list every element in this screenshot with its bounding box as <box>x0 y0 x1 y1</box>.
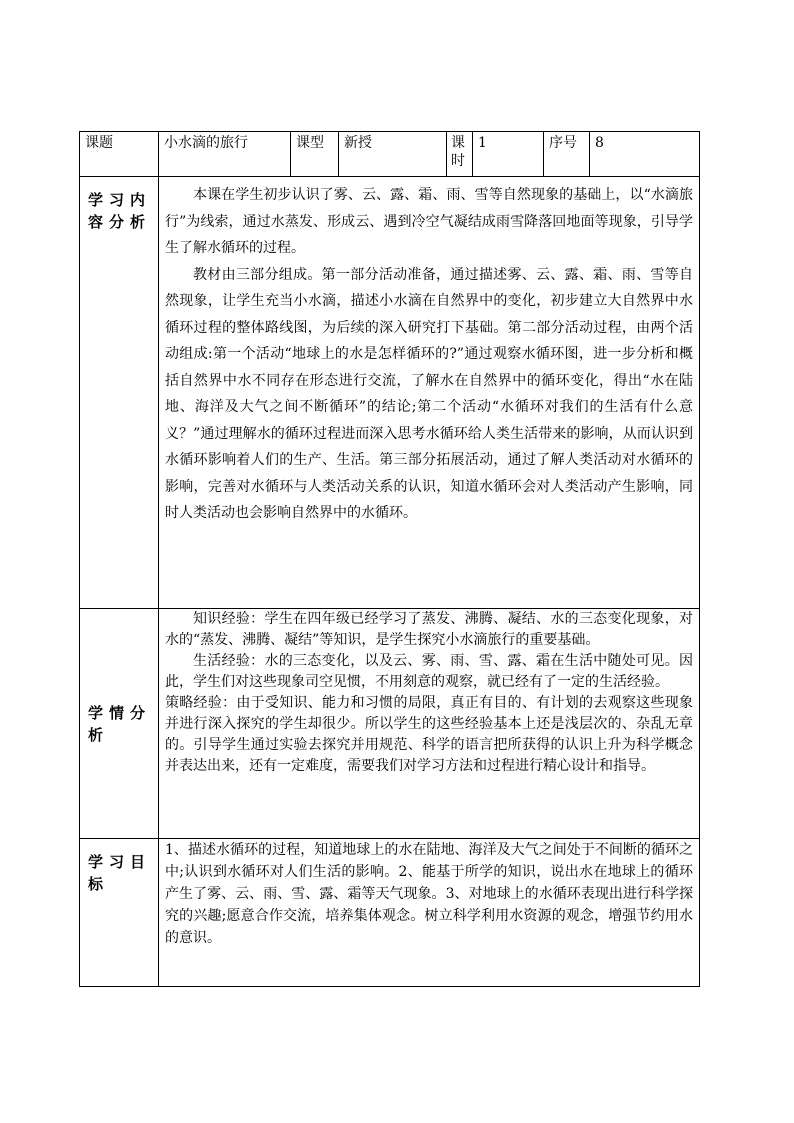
content-analysis-label: 学习内容分析 <box>80 177 159 609</box>
header-row <box>80 132 700 177</box>
type-label: 课型 <box>291 132 339 177</box>
objectives-row <box>80 839 700 987</box>
student-analysis-label: 学情分析 <box>80 609 159 839</box>
objectives-label: 学习目标 <box>80 839 159 987</box>
student-analysis-paragraph: 生活经验：水的三态变化，以及云、雾、雨、雪、露、霜在生活中随处可见。因此，学生们对这些现象司空见惯，不用刻意的观察，就已经有了一定的生活经验。 <box>165 653 693 690</box>
period-label: 课时 <box>447 132 473 177</box>
period-value: 1 <box>473 132 544 177</box>
content-analysis-row <box>80 177 700 609</box>
lesson-plan-table <box>79 131 700 987</box>
seq-value: 8 <box>590 132 700 177</box>
topic-label: 课题 <box>80 132 159 177</box>
objectives-paragraph: 1、描述水循环的过程，知道地球上的水在陆地、海洋及大气之间处于不间断的循环之中;认识到水循环对人们生活的影响。2、能基于所学的知识，说出水在地球上的循环产生了雾、云、雨、雪、露、霜等天气现象。3、对地球上的水循环表现出进行科学探究的兴趣;愿意合作交流，培养集体观念。树立科学利用水资源的观念，增强节约用水的意识。 <box>165 842 693 946</box>
student-analysis-row <box>80 609 700 839</box>
seq-label: 序号 <box>544 132 590 177</box>
type-value: 新授 <box>339 132 447 177</box>
content-analysis-paragraph: 本课在学生初步认识了雾、云、露、霜、雨、雪等自然现象的基础上，以“水滴旅行”为线索，通过水蒸发、形成云、遇到冷空气凝结成雨雪降落回地面等现象，引导学生了解水循环的过程。 <box>165 187 693 256</box>
objectives-text <box>159 839 700 987</box>
student-analysis-paragraph: 知识经验：学生在四年级已经学习了蒸发、沸腾、凝结、水的三态变化现象，对水的“蒸发、沸腾、凝结”等知识，是学生探究小水滴旅行的重要基础。 <box>165 611 693 648</box>
student-analysis-paragraph: 策略经验：由于受知识、能力和习惯的局限，真正有目的、有计划的去观察这些现象并进行深入探究的学生却很少。所以学生的这些经验基本上还是浅层次的、杂乱无章的。引导学生通过实验去探究并用规范、科学的语言把所获得的认识上升为科学概念并表达出来，还有一定难度，需要我们对学习方法和过程进行精心设计和指导。 <box>165 695 693 774</box>
topic-value: 小水滴的旅行 <box>159 132 291 177</box>
content-analysis-text <box>159 177 700 609</box>
content-analysis-paragraph: 教材由三部分组成。第一部分活动准备，通过描述雾、云、露、霜、雨、雪等自然现象，让学生充当小水滴，描述小水滴在自然界中的变化，初步建立大自然界中水循环过程的整体路线图，为后续的深入研究打下基础。第二部分活动过程，由两个活动组成:第一个活动“地球上的水是怎样循环的?”通过观察水循环图，进一步分析和概括自然界中水不同存在形态进行交流，了解水在自然界中的循环变化，得出“水在陆地、海洋及大气之间不断循环”的结论;第二个活动“水循环对我们的生活有什么意义？”通过理解水的循环过程进而深入思考水循环给人类生活带来的影响，从而认识到水循环影响着人们的生产、生活。第三部分拓展活动，通过了解人类活动对水循环的影响，完善对水循环与人类活动关系的认识，知道水循环会对人类活动产生影响，同时人类活动也会影响自然界中的水循环。 <box>165 266 693 521</box>
student-analysis-text <box>159 609 700 839</box>
